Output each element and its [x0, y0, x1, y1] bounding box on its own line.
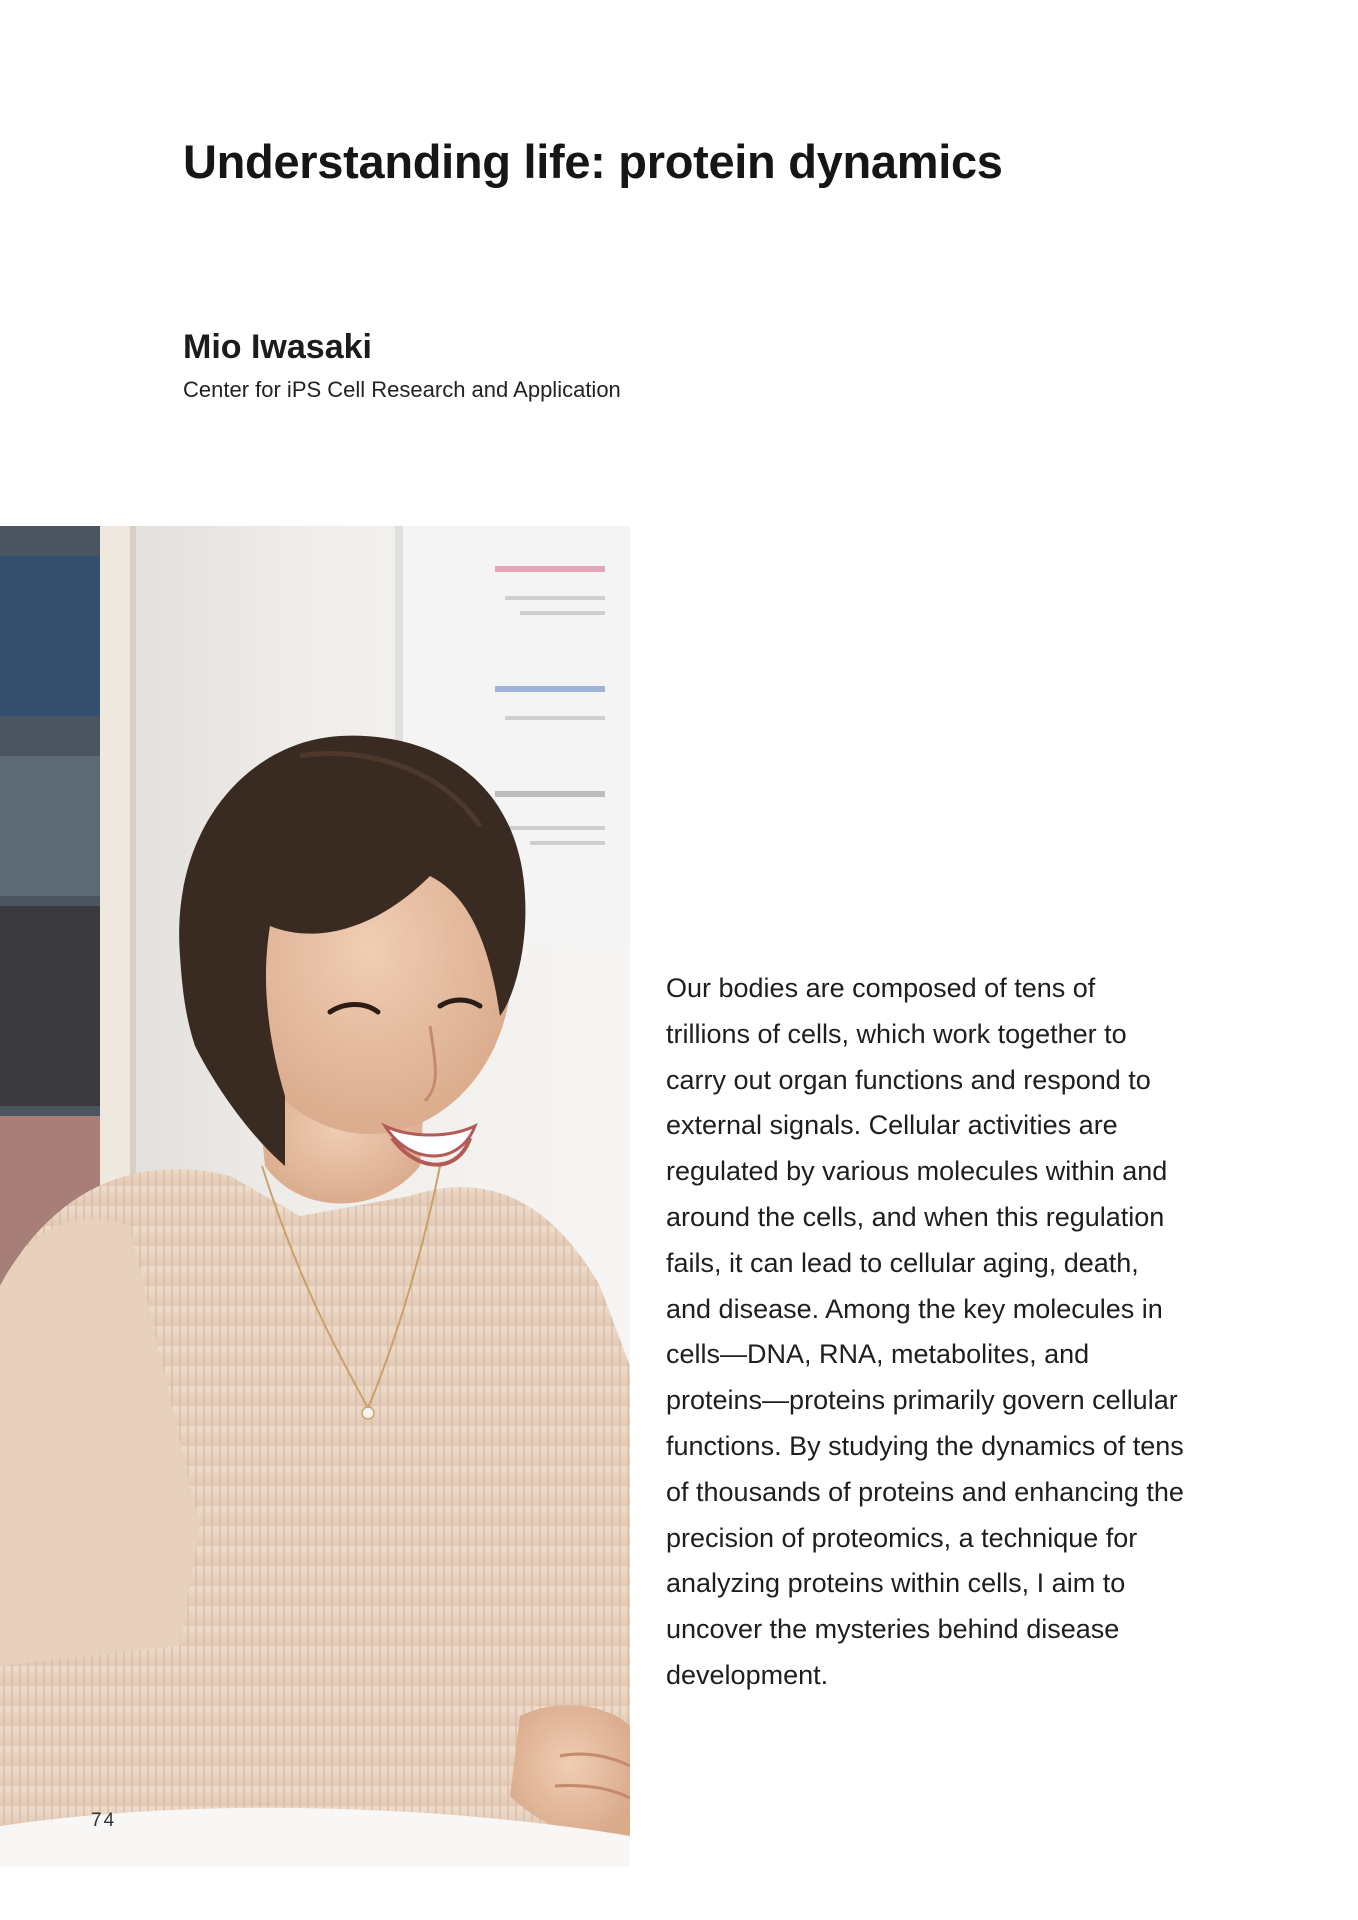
author-name: Mio Iwasaki: [183, 328, 372, 366]
article-title: Understanding life: protein dynamics: [183, 135, 1003, 188]
portrait-photo: [0, 526, 630, 1867]
author-affiliation: Center for iPS Cell Research and Application: [183, 377, 621, 402]
page-number: 74: [91, 1810, 117, 1831]
portrait-illustration: [0, 526, 630, 1867]
article-body: Our bodies are composed of tens of trillions of cells, which work together to carry out organ functions and respond to external signals. Cellular activities are regulated by various molecules within and around the cells, and when this regulation fails, it can lead to cellular aging, death, and disease. Among the key molecules in cells—DNA, RNA, metabolites, and proteins—proteins primarily govern cellular functions. By studying the dynamics of tens of thousands of proteins and enhancing the precision of proteomics, a technique for analyzing proteins within cells, I aim to uncover the mysteries behind disease development.: [666, 973, 1184, 1690]
